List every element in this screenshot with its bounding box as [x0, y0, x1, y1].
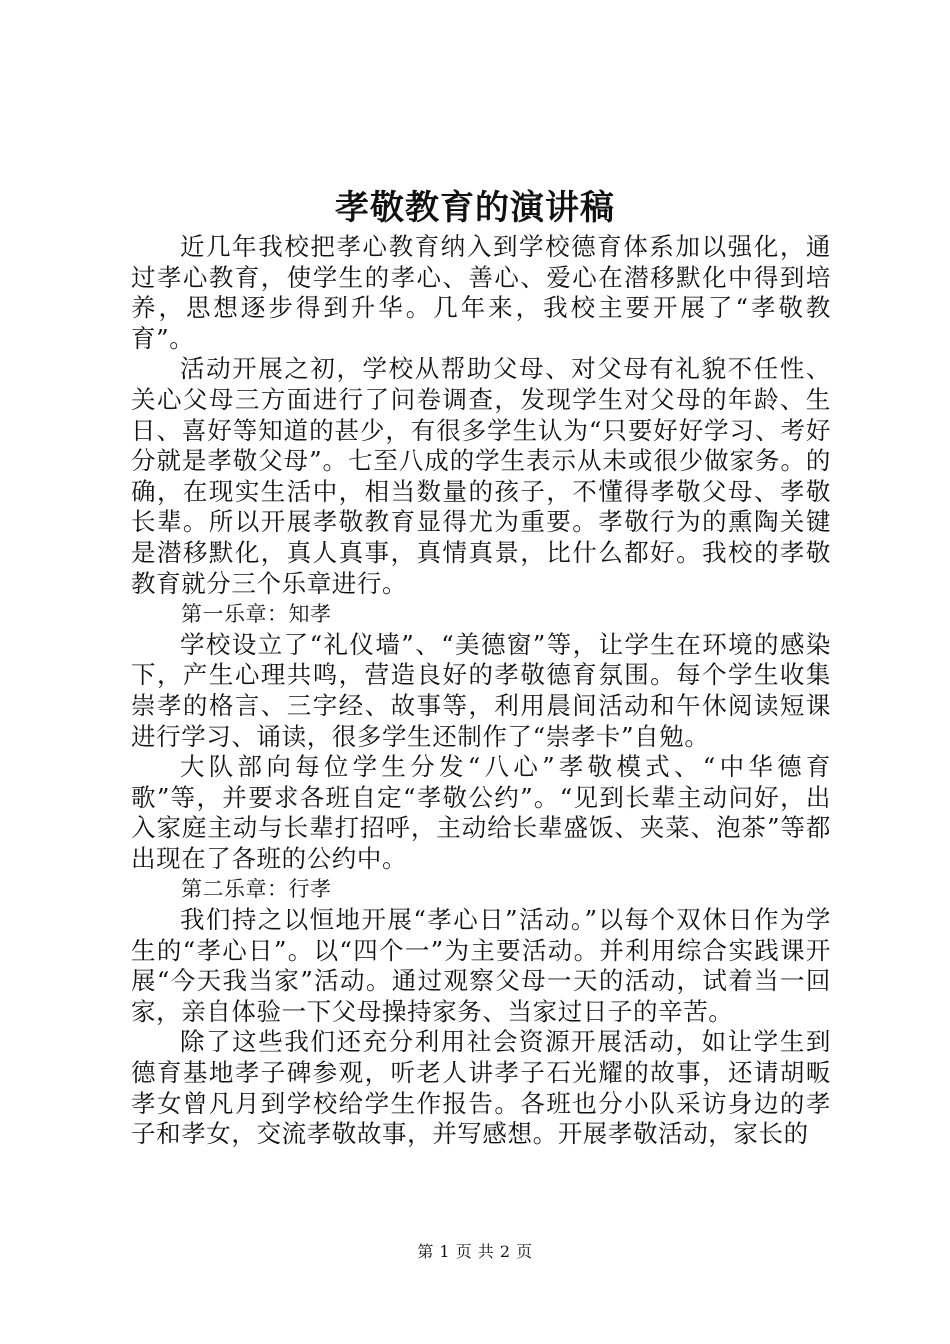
paragraph-filial-day: 我们持之以恒地开展“孝心日”活动。”以每个双休日作为学生的“孝心日”。以“四个一”为主要活动。并利用综合实践课开展“今天我当家”活动。通过观察父母一天的活动，试着当一回家，亲自体验一下父母操持家务、当家过日子的辛苦。 — [131, 905, 831, 1026]
document-body — [131, 232, 831, 1150]
paragraph-brigade: 大队部向每位学生分发“八心”孝敬模式、“中华德育歌”等，并要求各班自定“孝敬公约”。“见到长辈主动问好，出入家庭主动与长辈打招呼，主动给长辈盛饭、夹菜、泡茶”等都出现在了各班的公约中。 — [131, 752, 831, 873]
paragraph-social-resources: 除了这些我们还充分利用社会资源开展活动，如让学生到德育基地孝子碑参观，听老人讲孝子石光耀的故事，还请胡畈孝女曾凡月到学校给学生作报告。各班也分小队采访身边的孝子和孝女，交流孝敬故事，并写感想。开展孝敬活动，家长的 — [131, 1027, 831, 1149]
page-footer: 第 1 页 共 2 页 — [417, 1242, 533, 1261]
paragraph-school-setup: 学校设立了“礼仪墙”、“美德窗”等，让学生在环境的感染下，产生心理共鸣，营造良好的孝敬德育氛围。每个学生收集崇孝的格言、三字经、故事等，利用晨间活动和午休阅读短课进行学习、诵读，很多学生还制作了“崇孝卡”自勉。 — [131, 629, 831, 751]
section-heading-know-filial: 第一乐章：知孝 — [181, 602, 332, 627]
section-heading-practice-filial: 第二乐章：行孝 — [181, 877, 332, 902]
document-title: 孝敬教育的演讲稿 — [335, 188, 615, 228]
paragraph-activity-start: 活动开展之初，学校从帮助父母、对父母有礼貌不任性、关心父母三方面进行了问卷调查，发现学生对父母的年龄、生日、喜好等知道的甚少，有很多学生认为“只要好好学习、考好分就是孝敬父母”。七至八成的学生表示从未或很少做家务。的确，在现实生活中，相当数量的孩子，不懂得孝敬父母、孝敬长辈。所以开展孝敬教育显得尤为重要。孝敬行为的熏陶关键是潜移默化，真人真事，真情真景，比什么都好。我校的孝敬教育就分三个乐章进行。 — [131, 354, 831, 598]
paragraph-intro: 近几年我校把孝心教育纳入到学校德育体系加以强化，通过孝心教育，使学生的孝心、善心、爱心在潜移默化中得到培养，思想逐步得到升华。几年来，我校主要开展了“孝敬教育”。 — [131, 232, 831, 353]
